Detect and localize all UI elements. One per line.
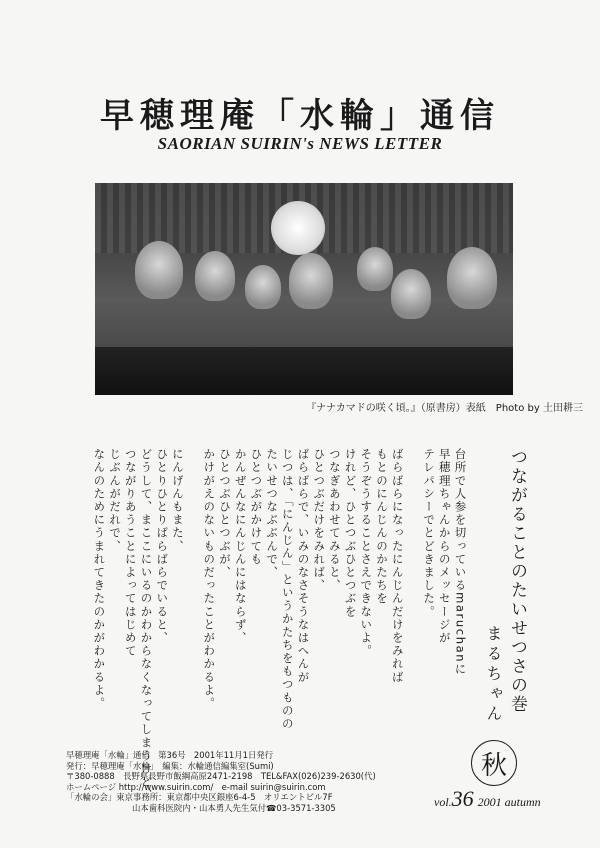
issue-number xyxy=(434,786,541,812)
article-line: 早穂理ちゃんからのメッセージが xyxy=(437,448,452,645)
photo-person xyxy=(447,247,497,309)
newsletter-title: 早穂理庵「水輪」通信 xyxy=(100,96,500,136)
article-line: テレパシーでとどきました。 xyxy=(422,448,437,619)
article-line: ひとりひとりばらばらでいると、 xyxy=(155,448,170,645)
issue-date: 2001 autumn xyxy=(477,795,541,809)
photo-person xyxy=(135,241,183,299)
article-line: けれど、ひとつぶひとつぶを xyxy=(343,448,358,619)
article-line: つながりあうことによってはじめて xyxy=(123,448,138,658)
article-line: たいせつなぶぶんで、 xyxy=(265,448,280,579)
cover-photo xyxy=(95,183,513,395)
article-line: ひとつぶがかけても xyxy=(249,448,264,566)
article-line: かけがえのないものだったことがわかるよ。 xyxy=(202,448,217,710)
article-line: じつは、「にんじん」というかたちをもつものの xyxy=(280,448,295,731)
colophon-line: 早穂理庵「水輪」通信 第36号 2001年11月1日発行 xyxy=(66,750,274,760)
photo-person xyxy=(357,247,393,291)
colophon-line[interactable]: ホームページ http://www.suirin.com/ e-mail suirin@suirin.com xyxy=(66,781,326,792)
newsletter-subtitle: SAORIAN SUIRIN's NEWS LETTER xyxy=(157,134,443,153)
colophon-line: 山本歯科医院内・山本勇人先生気付☎03-3571-3305 xyxy=(132,802,336,813)
photo-railing xyxy=(95,347,513,395)
issue-vol-label: vol. xyxy=(434,795,452,809)
article-line: ひとつぶだけをみれば、 xyxy=(312,448,327,593)
article-line: ばらばらで、いみのなさそうなはへんが xyxy=(296,448,311,684)
colophon-line: 〒380-0888 長野県長野市飯綱高原2471-2198 TEL&FAX(026)239-2630(代) xyxy=(66,771,376,782)
article-line: かんぜんなにんじんにはならず、 xyxy=(233,448,248,645)
article-line: もとのにんじんのかたちを xyxy=(375,448,389,606)
article-line: じぶんがだれで、 xyxy=(108,448,123,553)
season-badge: 秋 xyxy=(471,740,517,786)
article-line: にんげんもまた、 xyxy=(170,448,185,553)
article-line: ばらばらになったにんじんだけをみれば xyxy=(390,448,405,684)
photo-caption: 『ナナカマドの咲く頃。』（原書房）表紙 Photo by 土田耕三 xyxy=(306,403,583,414)
article-author: まるちゃん xyxy=(484,625,503,725)
photo-person xyxy=(391,269,431,319)
photo-person xyxy=(289,253,333,309)
colophon xyxy=(66,750,376,814)
photo-lamp xyxy=(271,201,325,255)
photo-person xyxy=(195,251,235,301)
article-line: どうして、まここにいるのかわからなくなってしまうけど、 xyxy=(139,448,154,802)
article-line: なんのためにうまれてきたのかがわかるよ。 xyxy=(92,448,107,710)
photo-person xyxy=(245,265,281,309)
issue-vol-number: 36 xyxy=(451,786,474,811)
article-line: そうぞうすることさえできないよ。 xyxy=(359,448,374,658)
article-line: ひとつぶひとつぶが、 xyxy=(218,448,232,579)
colophon-line: 発行：早穂理庵「水輪」 編集：水輪通信編集室(Sumi) xyxy=(66,760,274,771)
article-line: 台所で人参を切っているmaruchanに xyxy=(453,448,468,677)
article-line: つなぎあわせてみると、 xyxy=(327,448,342,593)
colophon-line: 「水輪の会」東京事務所：東京都中央区銀座6-4-5 オリエントビル7F xyxy=(66,792,333,803)
article-title: つながることのたいせつさの巻 xyxy=(507,448,527,714)
